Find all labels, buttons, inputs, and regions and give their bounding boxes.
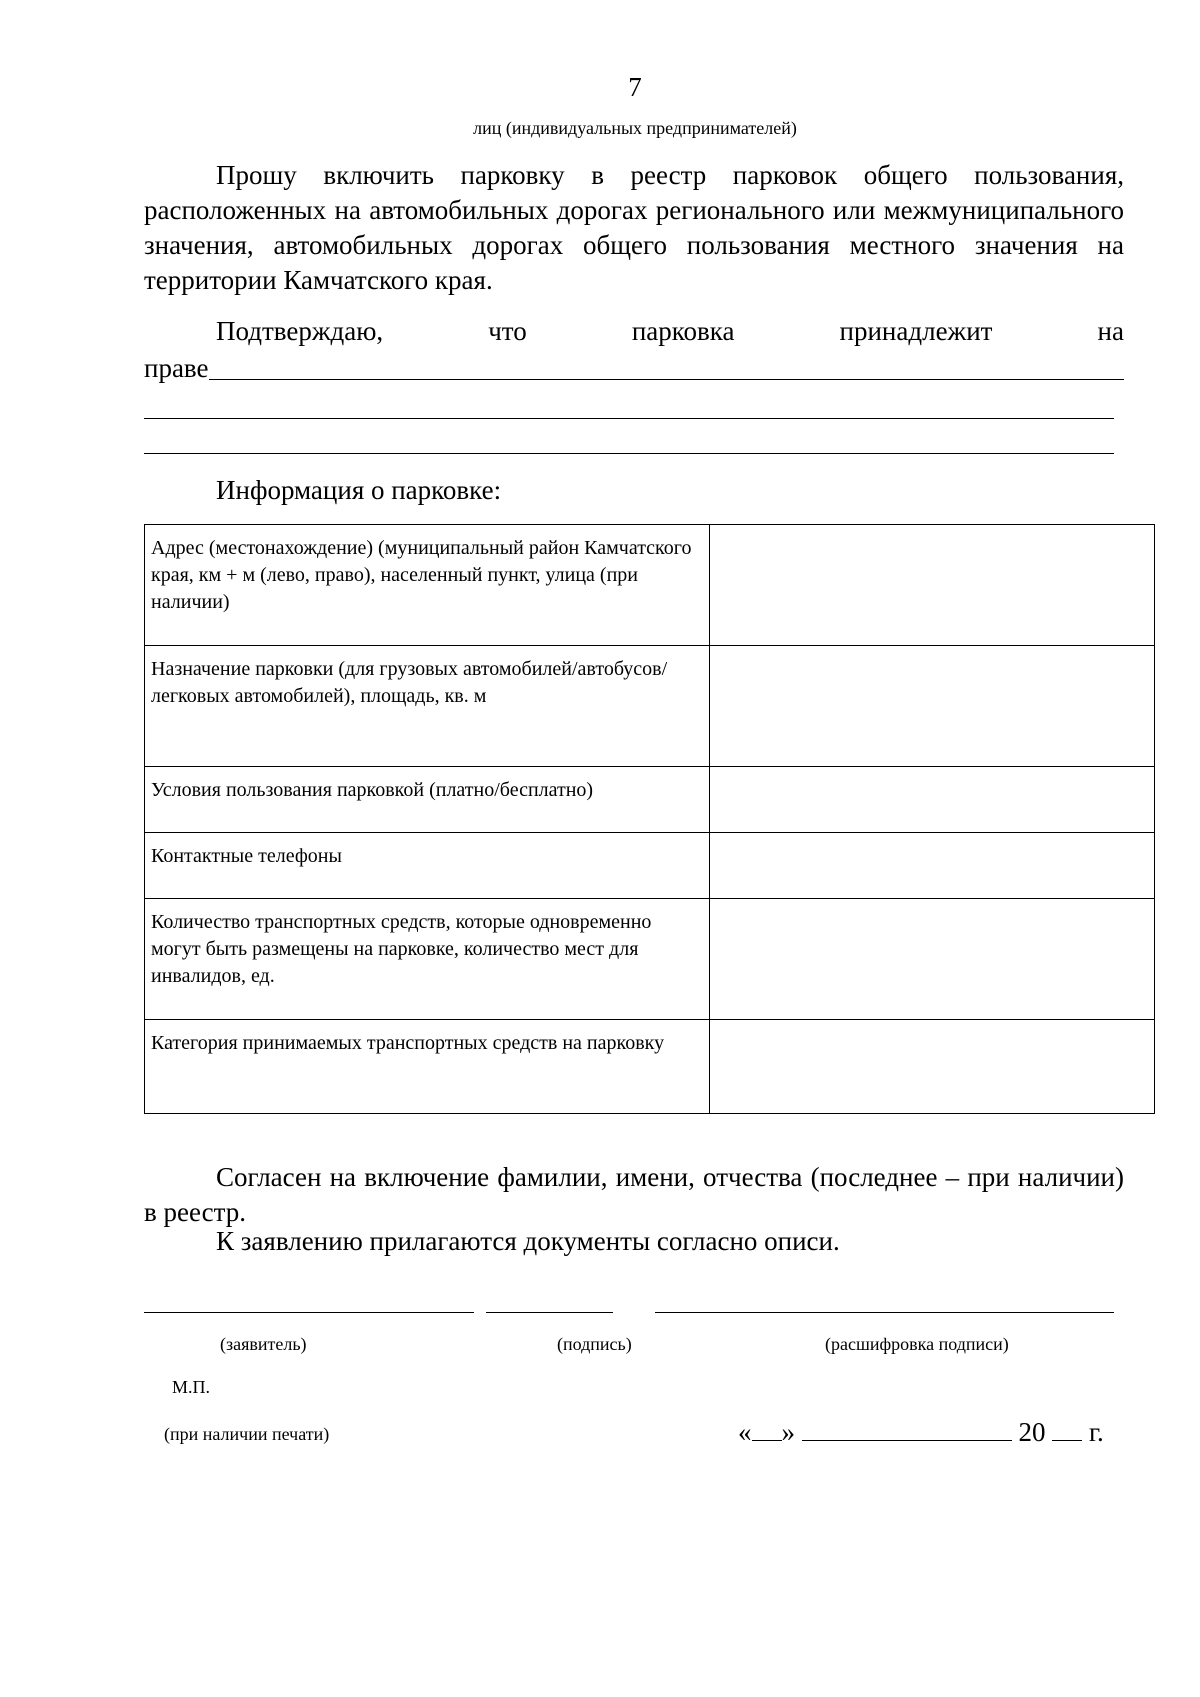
date-close-quote: » [781, 1417, 795, 1447]
applicant-caption: (заявитель) [220, 1334, 307, 1354]
address-value[interactable] [710, 525, 1155, 646]
year-suffix: г. [1089, 1417, 1104, 1447]
usage-terms-value[interactable] [710, 767, 1155, 833]
year-prefix: 20 [1018, 1417, 1046, 1447]
info-heading: Информация о парковке: [216, 475, 502, 505]
confirm-word-1: Подтверждаю, [216, 316, 384, 346]
date-field [738, 1416, 1104, 1448]
month-field[interactable] [802, 1416, 1012, 1441]
blank-line-1[interactable] [144, 418, 1114, 419]
purpose-label: Назначение парковки (для грузовых автомобилей/автобусов/легковых автомобилей), площадь, кв. м [145, 646, 710, 767]
page-subheader: лиц (индивидуальных предпринимателей) [473, 118, 797, 138]
table-row [145, 833, 1155, 899]
table-row [145, 767, 1155, 833]
confirm-word-5: на [1097, 316, 1124, 346]
attachments-note: К заявлению прилагаются документы согласно описи. [216, 1226, 840, 1256]
confirm-line [144, 314, 1124, 349]
table-row [145, 1020, 1155, 1114]
request-paragraph [144, 158, 1124, 298]
stamp-place: М.П. [172, 1377, 211, 1397]
right-basis-field[interactable] [209, 349, 1124, 380]
date-open-quote: « [738, 1417, 752, 1447]
phones-label: Контактные телефоны [145, 833, 710, 899]
vehicle-category-value[interactable] [710, 1020, 1155, 1114]
ownership-confirmation [144, 314, 1124, 386]
table-row [145, 899, 1155, 1020]
year-field[interactable] [1052, 1416, 1082, 1441]
day-field[interactable] [752, 1416, 782, 1441]
signature-caption: (подпись) [557, 1334, 632, 1354]
page-number: 7 [628, 72, 642, 102]
signature-decode-line[interactable] [655, 1312, 1114, 1313]
table-row [145, 525, 1155, 646]
request-text: Прошу включить парковку в реестр парковок общего пользования, расположенных на автомобильных дорогах регионального или межмуниципального значения, автомобильных дорогах общего пользования местного значения на территории Камчатского края. [144, 160, 1124, 295]
confirm-word-2: что [488, 316, 527, 346]
right-basis-label: праве [144, 353, 209, 383]
confirm-word-3: парковка [631, 316, 735, 346]
vehicle-category-label: Категория принимаемых транспортных средств на парковку [145, 1020, 710, 1114]
confirm-word-4: принадлежит [839, 316, 993, 346]
vehicle-count-value[interactable] [710, 899, 1155, 1020]
address-label: Адрес (местонахождение) (муниципальный район Камчатского края, км + м (лево, право), населенный пункт, улица (при наличии) [145, 525, 710, 646]
right-basis-row [144, 349, 1124, 386]
seal-note: (при наличии печати) [164, 1424, 330, 1444]
signature-decode-caption: (расшифровка подписи) [825, 1334, 1009, 1354]
parking-info-table [144, 524, 1155, 1114]
table-row [145, 646, 1155, 767]
vehicle-count-label: Количество транспортных средств, которые одновременно могут быть размещены на парковке, количество мест для инвалидов, ед. [145, 899, 710, 1020]
usage-terms-label: Условия пользования парковкой (платно/бесплатно) [145, 767, 710, 833]
signature-line[interactable] [486, 1312, 613, 1313]
purpose-value[interactable] [710, 646, 1155, 767]
applicant-line[interactable] [144, 1312, 474, 1313]
blank-line-2[interactable] [144, 453, 1114, 454]
consent-paragraph [144, 1160, 1124, 1230]
phones-value[interactable] [710, 833, 1155, 899]
consent-text: Согласен на включение фамилии, имени, отчества (последнее – при наличии) в реестр. [144, 1162, 1124, 1227]
